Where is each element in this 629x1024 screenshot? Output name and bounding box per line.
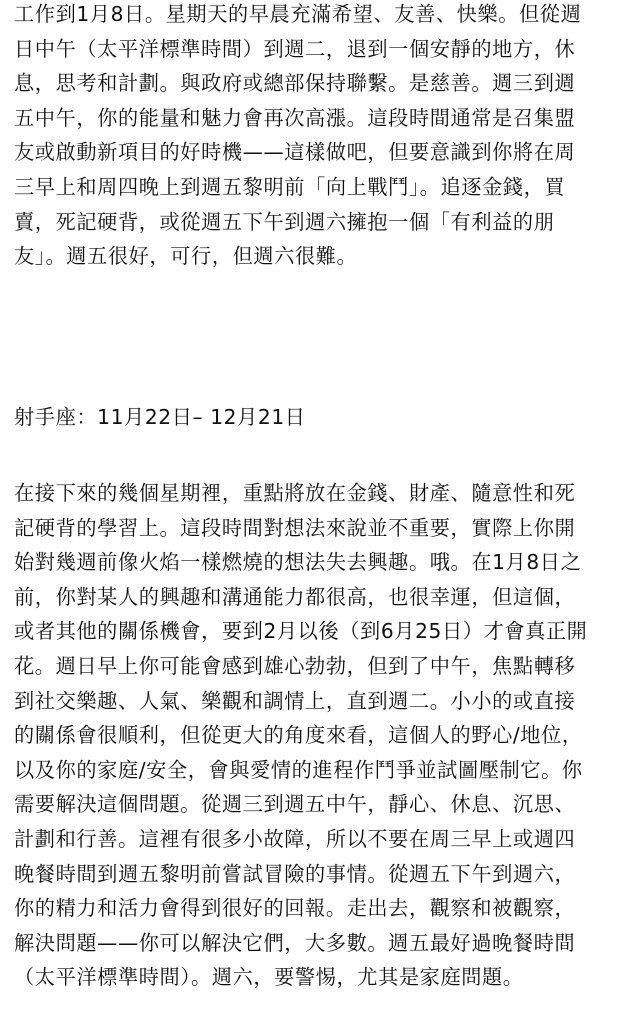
sagittarius-paragraph xyxy=(14,476,617,995)
intro-line: 日中午（太平洋標準時間）到週二，退到一個安靜的地方，休 xyxy=(14,36,576,61)
sagittarius-line: 以及你的家庭/安全，會與愛情的進程作鬥爭並試圖壓制它。你 xyxy=(14,757,583,782)
sagittarius-line: 解決問題——你可以解決它們，大多數。週五最好過晚餐時間 xyxy=(14,930,576,955)
sagittarius-heading: 射手座：11月22日– 12月21日 xyxy=(14,405,306,429)
sagittarius-line: 需要解決這個問題。從週三到週五中午，靜心、休息、沉思、 xyxy=(14,792,576,817)
sagittarius-line: 或者其他的關係機會，要到2月以後（到6月25日）才會真正開 xyxy=(14,619,588,644)
intro-line: 友」。週五很好，可行，但週六很難。 xyxy=(14,244,358,269)
sagittarius-line: 記硬背的學習上。這段時間對想法來說並不重要，實際上你開 xyxy=(14,515,576,540)
sagittarius-line: 的關係會很順利，但從更大的角度來看，這個人的野心/地位， xyxy=(14,723,583,748)
intro-line: 友或啟動新項目的好時機——這樣做吧，但要意識到你將在周 xyxy=(14,140,576,165)
sagittarius-line: 前，你對某人的興趣和溝通能力都很高，也很幸運，但這個， xyxy=(14,584,576,609)
intro-line: 工作到1月8日。星期天的早晨充滿希望、友善、快樂。但從週 xyxy=(14,2,582,26)
sagittarius-line: （太平洋標準時間）。週六，要警惕，尤其是家庭問題。 xyxy=(14,965,524,990)
sagittarius-line: 晚餐時間到週五黎明前嘗試冒險的事情。從週五下午到週六， xyxy=(14,861,576,886)
sagittarius-line: 到社交樂趣、人氣、樂觀和調情上，直到週二。小小的或直接 xyxy=(14,688,576,713)
sagittarius-line: 在接下來的幾個星期裡，重點將放在金錢、財產、隨意性和死 xyxy=(14,481,576,505)
sagittarius-line: 計劃和行善。這裡有很多小故障，所以不要在周三早上或週四 xyxy=(14,826,576,851)
intro-line: 三早上和周四晚上到週五黎明前「向上戰鬥」。追逐金錢，買 xyxy=(14,174,566,199)
sagittarius-line: 你的精力和活力會得到很好的回報。走出去，觀察和被觀察， xyxy=(14,896,576,921)
intro-line: 五中午，你的能量和魅力會再次高漲。這段時間通常是召集盟 xyxy=(14,105,576,130)
intro-paragraph xyxy=(14,0,617,274)
sagittarius-line: 始對幾週前像火焰一樣燃燒的想法失去興趣。哦。在1月8日之 xyxy=(14,550,582,575)
intro-line: 息，思考和計劃。與政府或總部保持聯繫。是慈善。週三到週 xyxy=(14,71,576,96)
sagittarius-line: 花。週日早上你可能會感到雄心勃勃，但到了中午，焦點轉移 xyxy=(14,653,576,678)
intro-line: 賣，死記硬背，或從週五下午到週六擁抱一個「有利益的朋 xyxy=(14,209,555,234)
